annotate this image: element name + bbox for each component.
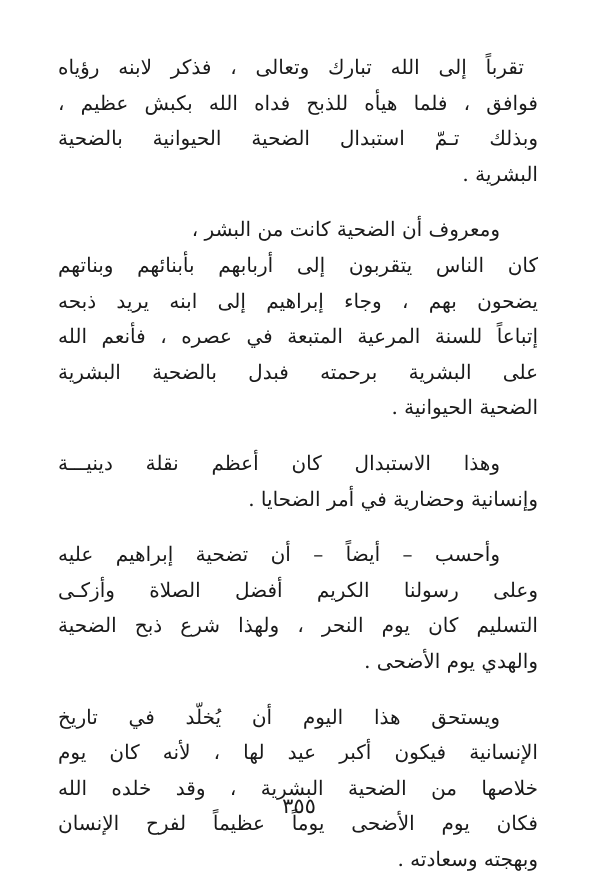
paragraph-1 xyxy=(58,50,538,192)
text-line: الضحية الحيوانية . xyxy=(391,395,538,420)
text-line: وإنسانية وحضارية في أمر الضحايا . xyxy=(248,486,538,511)
text-line: وهذا الاستبدال كان أعظم نقلة دينيـــة xyxy=(58,450,500,475)
text-line: كان الناس يتقربون إلى أربابهم بأبنائهم وبناتهم xyxy=(58,252,538,277)
text-line: يضحون بهم ، وجاء إبراهيم إلى ابنه يريد ذبحه xyxy=(58,288,538,313)
paragraph-4 xyxy=(58,537,538,679)
paragraph-2 xyxy=(58,212,538,426)
text-line: فوافق ، فلما هيأه للذبح فداه الله بكبش عظيم ، xyxy=(58,90,538,115)
text-line: وبهجته وسعادته . xyxy=(397,846,538,871)
text-line: ويستحق هذا اليوم أن يُخلّد في تاريخ xyxy=(58,704,500,729)
text-line: وعلى رسولنا الكريم أفضل الصلاة وأزكـى xyxy=(58,577,538,602)
text-line: الإنسانية فيكون أكبر عيد لها ، لأنه كان يوم xyxy=(58,740,538,765)
text-line: التسليم كان يوم النحر ، ولهذا شرع ذبح الضحية xyxy=(58,613,538,638)
text-line: على البشرية برحمته فبدل بالضحية البشرية xyxy=(58,359,538,384)
paragraph-5 xyxy=(58,700,538,878)
body-text xyxy=(58,50,538,877)
text-line: فكان يوم الأضحى يوماً عظيماً لفرح الإنسان xyxy=(58,811,538,836)
text-line: تقرباً إلى الله تبارك وتعالى ، فذكر لابنه رؤياه xyxy=(58,55,524,79)
text-line: إتباعاً للسنة المرعية المتبعة في عصره ، فأنعم الله xyxy=(58,324,538,349)
page-number: ٣٥٥ xyxy=(282,794,316,818)
text-line: البشرية . xyxy=(462,161,538,186)
text-line: وأحسب – أيضاً – أن تضحية إبراهيم عليه xyxy=(58,542,500,567)
paragraph-3 xyxy=(58,446,538,517)
text-line: خلاصها من الضحية البشرية ، وقد خلده الله xyxy=(58,775,538,800)
text-line: ومعروف أن الضحية كانت من البشر ، xyxy=(191,217,500,242)
text-line: والهدي يوم الأضحى . xyxy=(364,648,538,673)
text-line: وبذلك تـمّ استبدال الضحية الحيوانية بالضحية xyxy=(58,126,538,151)
